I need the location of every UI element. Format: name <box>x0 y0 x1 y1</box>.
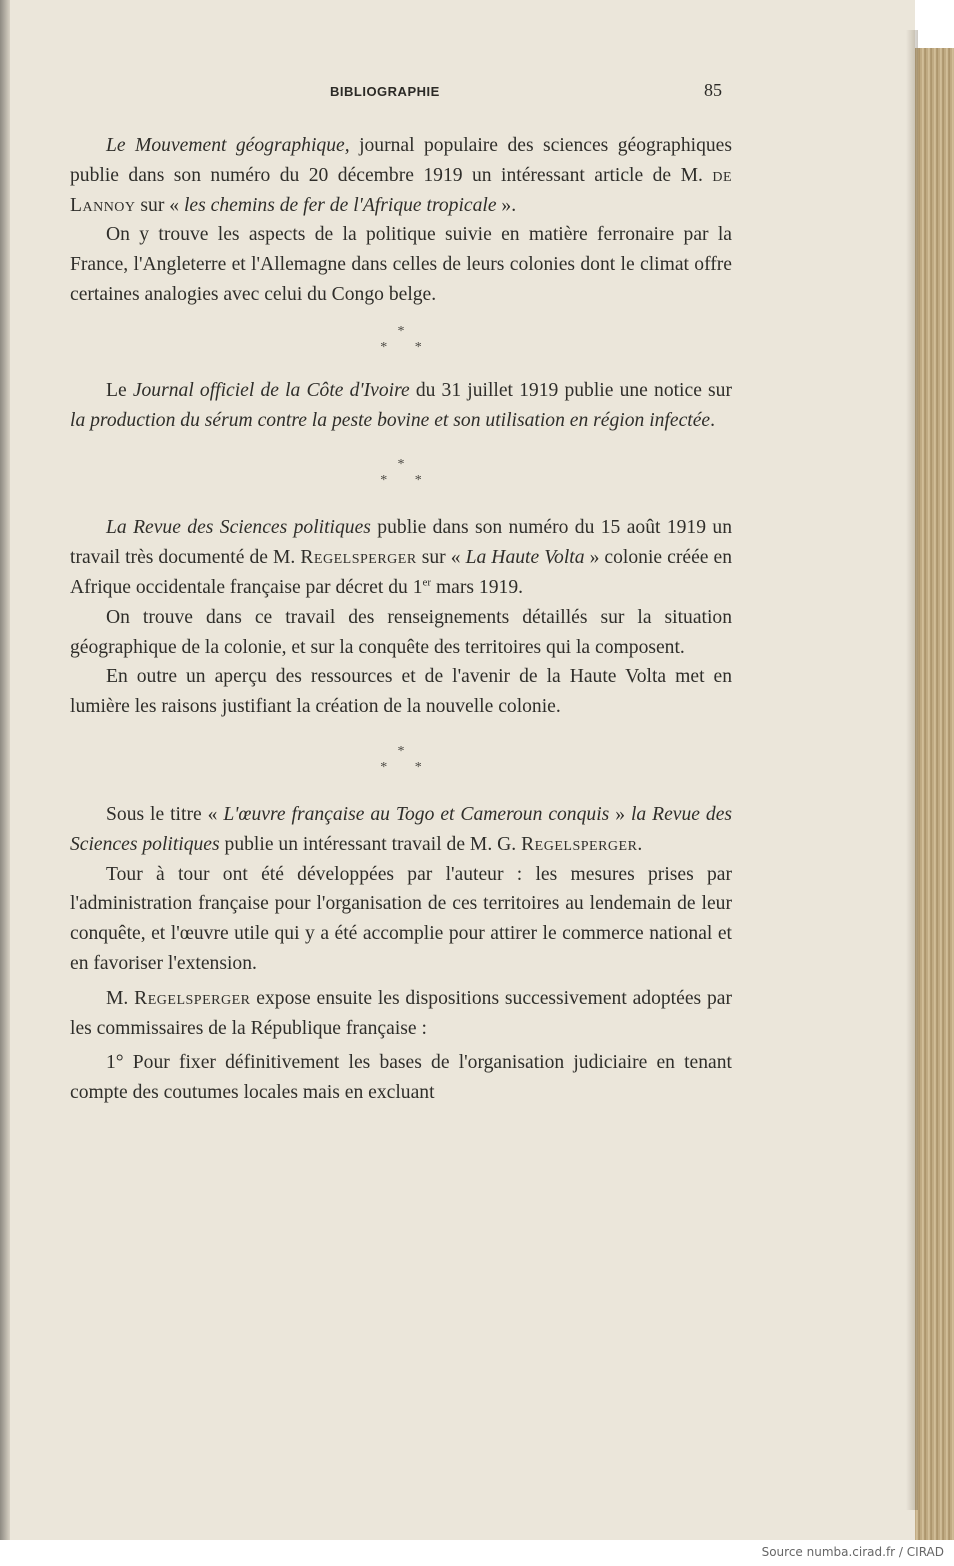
asterisk-bottom: * * <box>380 759 422 775</box>
article-topic: les chemins de fer de l'Afrique tropicale <box>183 194 497 216</box>
article-title: L'œuvre française au Togo et Cameroun conquis <box>223 803 610 825</box>
text-run: mars 1919. <box>431 576 524 598</box>
text-run: sur « <box>135 194 184 216</box>
article3-paragraph1 <box>70 513 732 602</box>
text-run: du 31 juillet 1919 publie une notice sur <box>409 379 732 401</box>
ordinal-superscript: er <box>422 576 432 589</box>
text-run: Le <box>106 379 133 401</box>
article4-paragraph3 <box>70 984 732 1044</box>
text-run: Sous le titre « <box>106 803 224 825</box>
book-fore-edge <box>915 0 954 1540</box>
article-topic: La Haute Volta <box>465 547 585 569</box>
article3-paragraph3: En outre un aperçu des ressources et de l'avenir de la Haute Volta met en lumière les raisons justifiant la création de la nouvelle colonie. <box>70 666 732 718</box>
text-run: publie dans son numéro du 15 août 1919 un travail très documenté de M. <box>70 517 732 569</box>
journal-title: Journal officiel de la Côte d'Ivoire <box>132 379 410 401</box>
author-name: de Lannoy <box>70 164 732 216</box>
journal-title: La Revue des Sciences politiques <box>106 517 371 539</box>
article1-paragraph1 <box>70 131 732 220</box>
text-run: expose ensuite les dispositions successivement adoptées par les commissaires de la République française : <box>70 987 732 1039</box>
running-head: BIBLIOGRAPHIE <box>330 84 440 99</box>
text-run: journal populaire des sciences géographiques publie dans son numéro du 20 décembre 1919 un intéressant article de M. <box>70 135 732 186</box>
section-separator <box>70 310 732 376</box>
journal-title: Le Mouvement géographique, <box>106 135 350 156</box>
text-run: » colonie créée en Afrique occidentale française par décret du 1 <box>70 547 733 598</box>
fore-edge-shadow <box>906 30 918 1510</box>
gutter-edge <box>0 0 10 1540</box>
article1-paragraph2: On y trouve les aspects de la politique suivie en matière ferronaire par la France, l'Angleterre et l'Allemagne dans celles de leurs colonies dont le climat offre certaines analogies avec celui du Congo belge. <box>70 224 732 305</box>
author-name: Regelsperger <box>300 547 417 569</box>
article-topic: la production du sérum contre la peste bovine et son utilisation en région infectée <box>70 409 711 431</box>
text-run: . <box>637 833 643 855</box>
author-name: Regelsperger <box>134 987 251 1009</box>
asterisk-top: * <box>397 457 405 473</box>
page-number: 85 <box>704 80 722 100</box>
text-run: sur « <box>416 547 466 569</box>
asterisk-top: * <box>397 323 405 339</box>
page-text <box>70 131 732 1108</box>
source-credit: Source numba.cirad.fr / CIRAD <box>761 1545 944 1559</box>
section-separator <box>70 722 732 800</box>
asterisk-bottom: * * <box>380 473 422 489</box>
text-run: . <box>710 409 716 431</box>
journal-title: la Revue des Sciences politiques <box>70 803 733 855</box>
asterisk-bottom: * * <box>380 339 422 355</box>
text-run: » <box>609 803 631 825</box>
page-header <box>0 80 954 104</box>
article3-paragraph2: On trouve dans ce travail des renseignements détaillés sur la situation géographique de la colonie, et sur la conquête des territoires qui la composent. <box>70 606 732 658</box>
author-name: Regelsperger <box>521 833 638 855</box>
article4-paragraph2: Tour à tour ont été développées par l'auteur : les mesures prises par l'administration française pour l'organisation de ces territoires au lendemain de leur conquête, et l'œuvre utile qui y a été accomplie pour attirer le commerce national et en favoriser l'extension. <box>70 863 732 974</box>
section-separator <box>70 435 732 513</box>
fore-edge-top <box>915 0 954 48</box>
article4-paragraph1 <box>70 800 732 860</box>
asterisk-top: * <box>397 743 405 759</box>
text-run: publie un intéressant travail de M. G. <box>219 833 522 855</box>
text-run: ». <box>496 194 517 216</box>
text-run: M. <box>106 987 135 1009</box>
article2-paragraph <box>70 376 732 436</box>
article4-paragraph4: 1° Pour fixer définitivement les bases de l'organisation judiciaire en tenant compte des coutumes locales mais en excluant <box>70 1052 732 1104</box>
